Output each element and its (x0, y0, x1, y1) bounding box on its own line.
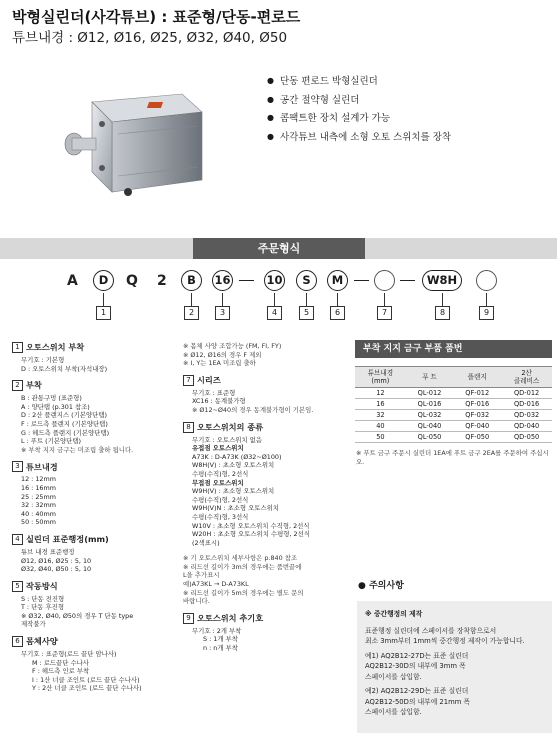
code-number: 2 (184, 306, 199, 320)
table-row: 40 QL-040 QF-040 QD-040 (355, 421, 552, 432)
switch-notes: ※ 기 오토스위치 세부사항은 p.840 참조 ※ 리드선 길이가 3m의 경우에는 품번끝에 L을 추가표시 예)A73KL → D-A73KL ※ 리드선 길이가 5m의 경우에는 별도 문의 바랍니다. (183, 554, 304, 606)
section-title: 실린더 표준행정(mm) (26, 534, 109, 545)
table-row: 32 QL-032 QF-032 QD-032 (355, 410, 552, 421)
cylinder-product-image (52, 72, 204, 212)
code-number: 8 (435, 306, 450, 320)
feature-list (267, 72, 451, 146)
table-row: 16 QL-016 QF-016 QD-016 (355, 399, 552, 410)
code-empty-9 (476, 270, 497, 291)
table-header: 2산 클레비스 (501, 367, 552, 388)
caution-box: ※ 중간행정의 제작 표준행정 실린더에 스페이서를 장착함으로서 최소 3mm부터 1mm씩 중간행정 제작이 가능합니다. 예1) AQ2B12-27D는 표준 실린더 AQ2B12-30D의 내부에 3mm 폭 스페이서를 삽입함. 예2) AQ2B12-29D는 표준 실린더 AQ2B12-50D의 내부에 21mm 폭 스페이서를 삽입함. (357, 601, 552, 733)
spec-section-4: 4 실린더 표준행정(mm) 튜브 내경 표준행정 Ø12, Ø16, Ø25 : 5, 10 Ø32, Ø40, Ø50 : 5, 10 (12, 534, 172, 574)
accessory-note: ※ 푸트 금구 주문시 실린더 1EA에 푸트 금구 2EA를 주문하여 주십시오. (356, 449, 549, 466)
order-format-bar (0, 238, 557, 259)
spec-section-9: 9 오토스위치 추기호 무기호 : 2개 부착 S : 1개 부착 n : n개 부착 (183, 613, 348, 653)
code-number: 7 (377, 306, 392, 320)
page-subtitle: 튜브내경 : Ø12, Ø16, Ø25, Ø32, Ø40, Ø50 (12, 30, 288, 46)
spec-section-7: 7 시리즈 무기호 : 표준형 XC16 : 동계불가형 ※ Ø12~Ø40의 경우 동계불가형이 기본임. (183, 375, 348, 415)
spec-section-6: 6 몸체사양 무기호 : 표준형(로드 끝단 암나사) M : 로드끝단 수나사 F : 헤드측 인로 부착 I : 1산 너클 조인트 (로드 끝단 수나사) Y : 2산 너클 조인트 (로드 끝단 수나사) (12, 636, 172, 693)
feature-item: ● 공간 절약형 실린더 (267, 91, 451, 110)
section-title: 오토스위치 추기호 (197, 613, 264, 624)
section-title: 튜브내경 (26, 461, 58, 472)
code-number: 1 (96, 306, 111, 320)
page-title: 박형실린더(사각튜브) : 표준형/단동-편로드 (12, 8, 301, 26)
accessory-table (355, 366, 552, 443)
table-header: 플랜지 (453, 367, 501, 388)
section-title: 오토스위치의 종류 (197, 421, 264, 432)
table-header: 튜브내경 (mm) (355, 367, 406, 388)
code-q: Q (126, 273, 138, 289)
section-title: 몸체사양 (26, 636, 58, 647)
table-header: 푸 트 (406, 367, 454, 388)
code-m: M (327, 270, 348, 291)
spec-column-1 (12, 342, 172, 700)
section-title: 시리즈 (197, 374, 221, 385)
code-number: 6 (330, 306, 345, 320)
code-a: A (67, 273, 78, 289)
dash (400, 280, 415, 281)
table-row: 12 QL-012 QF-012 QD-012 (355, 388, 552, 399)
spec-section-8: 8 오토스위치의 종류 무기호 : 오토스위치 없음 유접점 오토스위치 A73K : D-A73K (Ø32~Ø100) W8H(V) : 초소형 오토스위치 수평(수직)형, 2선식 무접점 오토스위치 W9H(V) : 초소형 오토스위치 수평(수직)형, 2선식 W9H(V)N : 초소형 오토스위치 수평(수직)형, 3선식 W10V : 초소형 오토스위치 수직형, 2선식 W20H : 초소형 오토스위치 수평형, 2선식 (2색표시) (183, 422, 348, 548)
code-empty-7 (374, 270, 395, 291)
code-number: 9 (479, 306, 494, 320)
code-number: 5 (299, 306, 314, 320)
code-b: B (181, 270, 202, 291)
code-bore: 16 (212, 270, 233, 291)
table-row: 50 QL-050 QF-050 QD-050 (355, 432, 552, 443)
feature-item: ● 콤팩트한 장치 설계가 가능 (267, 109, 451, 128)
accessory-table-title: 부착 지지 금구 부품 품번 (355, 340, 552, 358)
spec-column-2 (183, 342, 348, 660)
spec-section-1: 1 오토스위치 부착 무기호 : 기본형 D : 오토스위치 부착(자석내장) (12, 342, 172, 373)
dash (354, 280, 369, 281)
order-code-diagram (0, 268, 557, 324)
feature-item: ● 단동 편로드 박형실린더 (267, 72, 451, 91)
spec-section-2: 2 부착 B : 관통구멍 (표준형) A : 양단탭 (p.301 참조) D : 2산 플랜지스 (기본양단탭) F : 로드측 플랜지 (기본양단탭) G : 헤드측 플랜지 (기본양단탭) L : 푸트 (기본양단탭) ※ 부착 지지 금구는 미조립 출하 됩니다. (12, 380, 172, 454)
code-2: 2 (157, 273, 167, 289)
code-number: 4 (267, 306, 282, 320)
spec-section-5: 5 작동방식 S : 단동 전진형 T : 단동 후진형 ※ Ø32, Ø40, Ø50의 경우 T 단동 type 제작불가 (12, 581, 172, 629)
caution-title: ● 주의사항 (358, 581, 404, 591)
feature-item: ● 사각튜브 내측에 소형 오토 스위치를 장착 (267, 128, 451, 147)
section-title: 부착 (26, 380, 42, 391)
spec-section-3: 3 튜브내경 12 : 12mm 16 : 16mm 25 : 25mm 32 : 32mm 40 : 40mm 50 : 50mm (12, 461, 172, 527)
code-s: S (296, 270, 317, 291)
code-w8h: W8H (422, 270, 462, 291)
dash (239, 280, 254, 281)
body-notes: ※ 몸체 사양 조합가능 (FM, FI, FY) ※ Ø12, Ø16의 경우 F 제외 ※ I, Y는 1EA 미조립 출하 (183, 342, 282, 368)
section-title: 오토스위치 부착 (26, 342, 85, 353)
code-number: 3 (215, 306, 230, 320)
section-title: 작동방식 (26, 580, 58, 591)
order-format-heading: 주문형식 (193, 238, 365, 259)
code-d: D (93, 270, 114, 291)
caution-heading: ※ 중간행정의 제작 (365, 610, 423, 618)
code-stroke: 10 (264, 270, 285, 291)
